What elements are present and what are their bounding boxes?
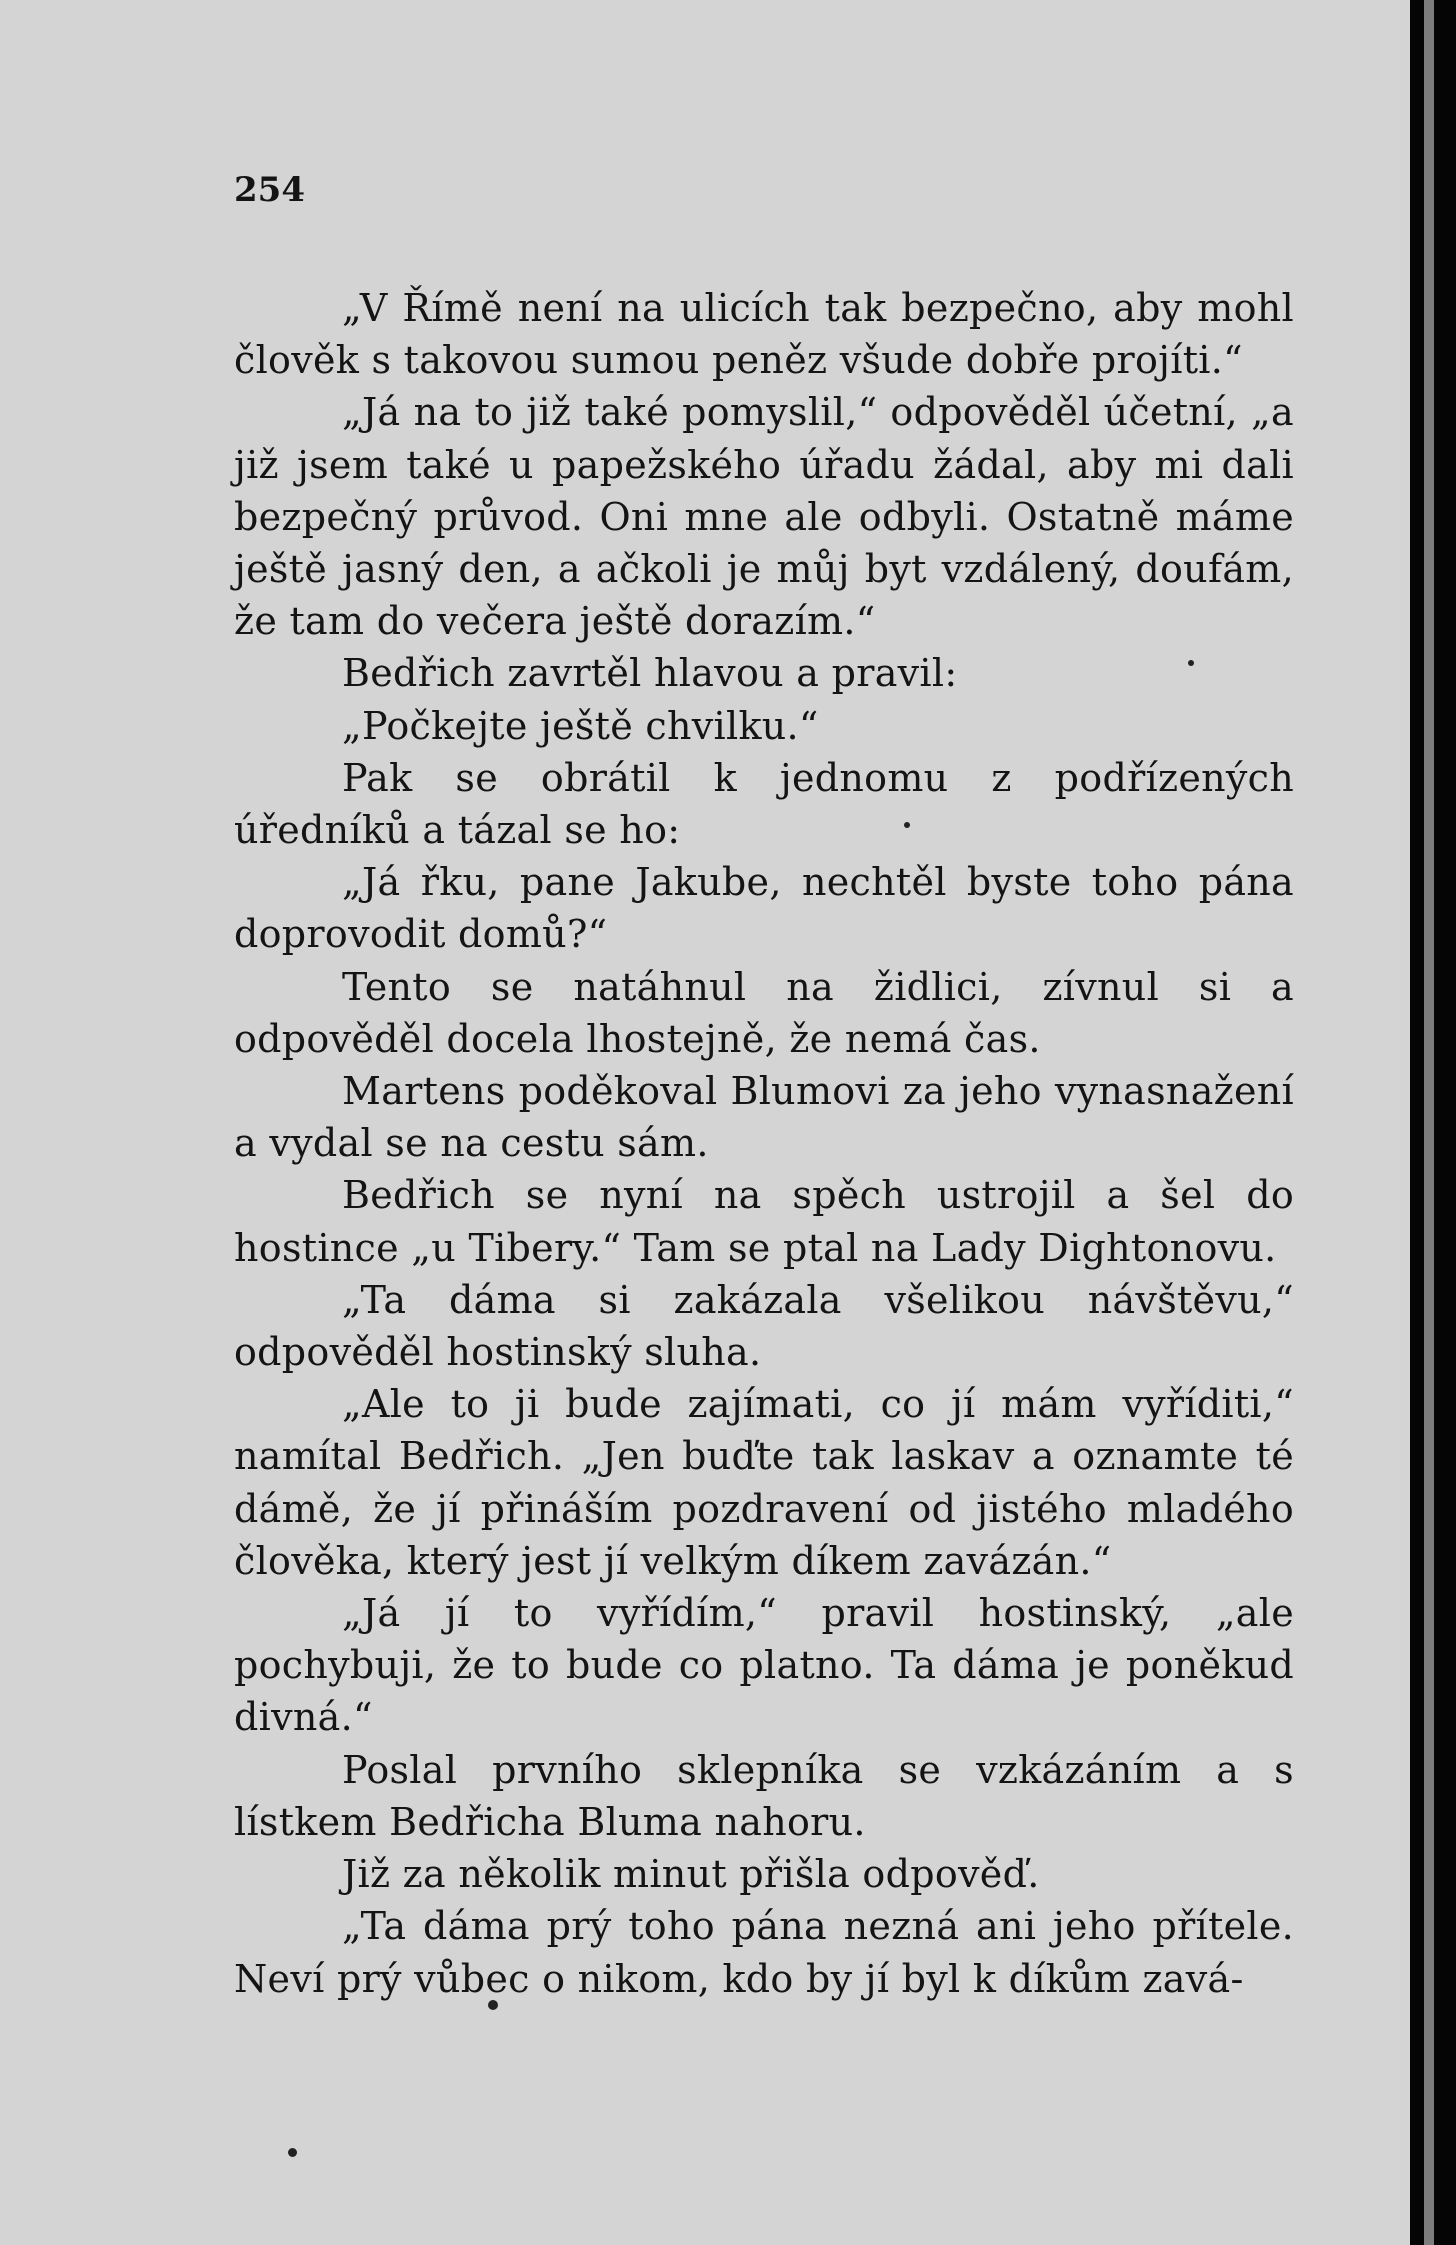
paragraph: „Počkejte ještě chvilku.“ — [342, 703, 819, 748]
paragraph: Již za několik minut přišla odpověď. — [342, 1852, 1040, 1897]
print-speck — [904, 822, 910, 828]
page-number: 254 — [234, 170, 305, 210]
paragraph: Pak se obrátil k jednomu z podřízených úředníků a tázal se ho: — [234, 755, 1294, 853]
print-speck — [1188, 660, 1194, 666]
paragraph: „V Římě není na ulicích tak bezpečno, aby mohl člověk s takovou sumou peněz všude dobře projíti.“ — [234, 286, 1294, 383]
paragraph: „Já jí to vyřídím,“ pravil hostinský, „ale pochybuji, že to bude co platno. Ta dáma je poněkud divná.“ — [234, 1591, 1294, 1740]
paragraph: „Ta dáma si zakázala všelikou návštěvu,“ odpověděl hostinský sluha. — [234, 1277, 1294, 1375]
paragraph: Tento se natáhnul na židlici, zívnul si a odpověděl docela lhostejně, že nemá čas. — [234, 964, 1294, 1061]
page-edge — [1424, 0, 1434, 2245]
paragraph: „Ale to ji bude zajímati, co jí mám vyříditi,“ namítal Bedřich. „Jen buďte tak laskav a oznamte té dámě, že jí přináším pozdravení od jistého mladého člověka, který jest jí velkým díkem zavázán.“ — [234, 1382, 1294, 1583]
page-text — [234, 170, 1294, 2005]
paragraph: Bedřich zavrtěl hlavou a pravil: — [342, 651, 958, 696]
paragraph: Martens poděkoval Blumovi za jeho vynasnažení a vydal se na cestu sám. — [234, 1069, 1294, 1166]
paragraph: „Já na to již také pomyslil,“ odpověděl účetní, „a již jsem také u papežského úřadu žádal, aby mi dali bezpečný průvod. Oni mne ale odbyli. Ostatně máme ještě jasný den, a ačkoli je můj byt vzdálený, doufám, že tam do večera ještě dorazím.“ — [234, 390, 1294, 644]
paragraph: „Ta dáma prý toho pána nezná ani jeho přítele. Neví prý vůbec o nikom, kdo by jí byl k díkům zavá- — [234, 1904, 1294, 2001]
paragraph: Bedřich se nyní na spěch ustrojil a šel do hostince „u Tibery.“ Tam se ptal na Lady Dightonovu. — [234, 1173, 1294, 1270]
paragraph: „Já řku, pane Jakube, nechtěl byste toho pána doprovodit domů?“ — [234, 860, 1294, 957]
paragraph: Poslal prvního sklepníka se vzkázáním a s lístkem Bedřicha Bluma nahoru. — [234, 1747, 1294, 1844]
print-speck — [488, 2000, 498, 2010]
print-speck — [288, 2148, 297, 2157]
